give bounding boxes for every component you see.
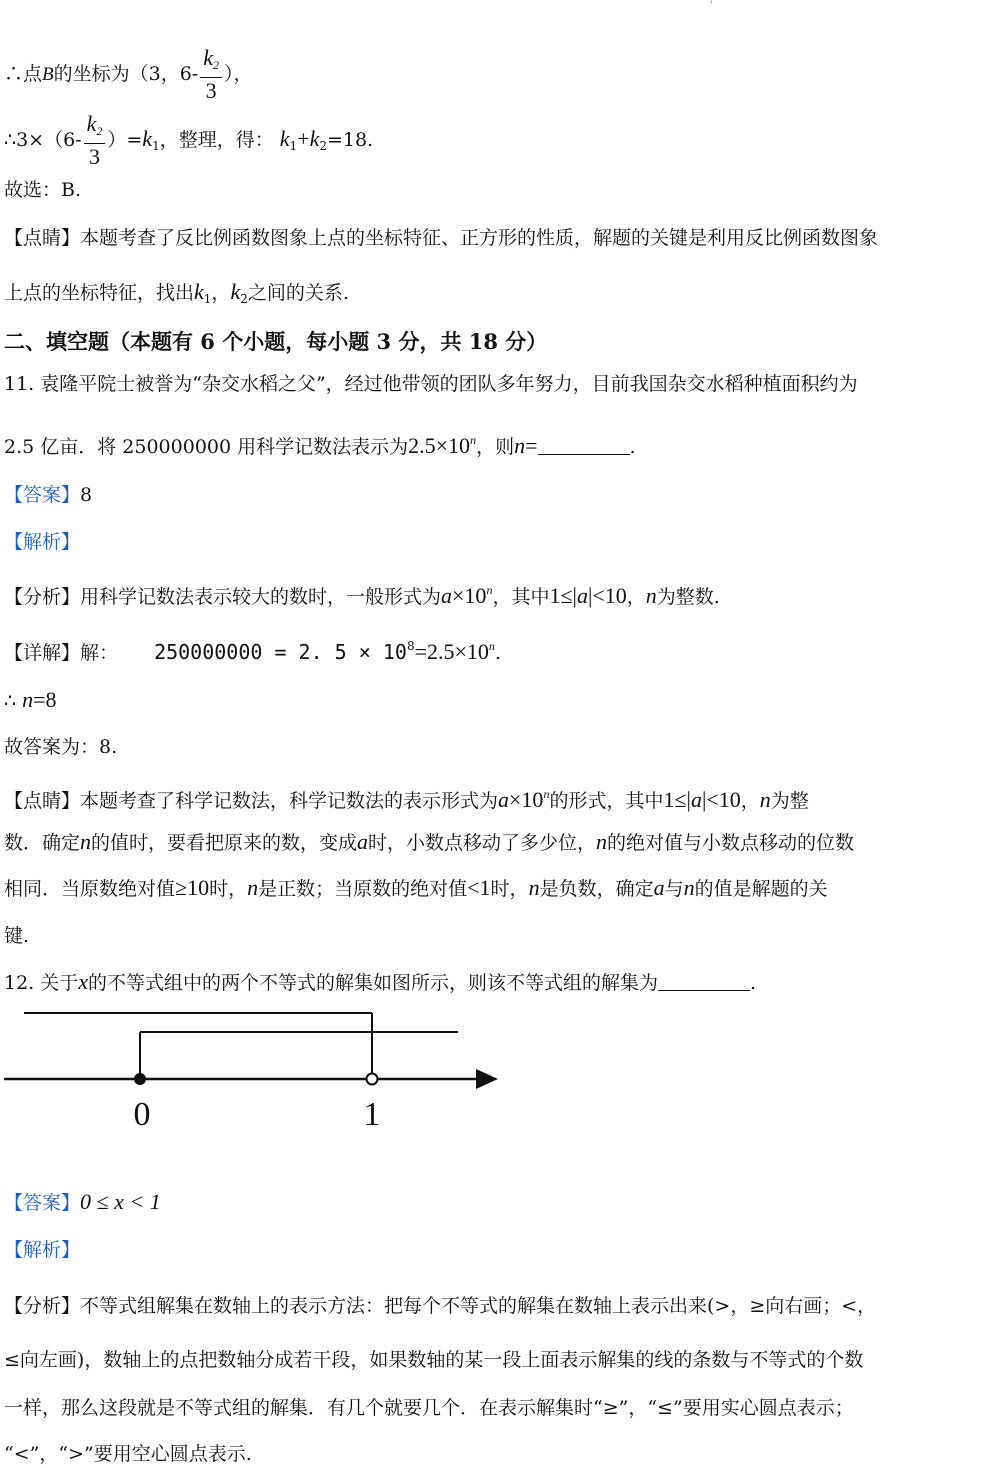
q12-line-1: 12. 关于x的不等式组中的两个不等式的解集如图所示，则该不等式组的解集为 . (4, 969, 757, 994)
fraction-k2-over-3: $\frac{k_2}{3}$ (200, 46, 222, 104)
choice-line: 故选：B. (4, 179, 82, 201)
q11-final: 故答案为：8. (4, 736, 118, 758)
q12-fx-line-2: ≤向左画)，数轴上的点把数轴分成若干段，如果数轴的某一段上面表示解集的线的条数与不等式的个数 (4, 1349, 864, 1371)
hollow-dot-1 (367, 1074, 378, 1085)
q12-fx-line-1: 【分析】不等式组解集在数轴上的表示方法：把每个不等式的解集在数轴上表示出来(>，≥向右画；<， (4, 1295, 877, 1317)
equation-line: ∴3×（6- $\frac{k_2}{3}$ ）$=k_1$，整理，得： $k_1+k_2=18$. (4, 111, 374, 169)
q11-fenxi: 【分析】用科学记数法表示较大的数时，一般形式为$a\times 10^n$，其中1≤|a|<10，n为整数. (4, 583, 720, 608)
q11-dj-line-4: 键. (4, 925, 30, 947)
comment-line-2: 上点的坐标特征，找出$k_1$，$k_2$之间的关系. (4, 279, 349, 306)
q12-fx-line-3: 一样，那么这段就是不等式组的解集．有几个就要几个．在表示解集时“≥”，“≤”要用实心圆点表示； (4, 1397, 854, 1419)
q11-answer: 【答案】8 (4, 484, 93, 506)
fraction-k2-over-3-b: $\frac{k_2}{3}$ (84, 112, 106, 170)
top-mark: ' (710, 0, 713, 11)
q11-dj-line-1: 【点睛】本题考查了科学记数法，科学记数法的表示形式为$a\times 10^n$的形式，其中1≤|a|<10，n为整 (4, 787, 809, 812)
axis-label-1: 1 (363, 1096, 381, 1133)
solid-dot-0 (134, 1073, 146, 1085)
answer-blank (538, 438, 630, 455)
axis-label-0: 0 (133, 1096, 151, 1133)
q11-analysis-label: 【解析】 (4, 531, 81, 553)
q12-analysis-label: 【解析】 (4, 1239, 81, 1261)
q12-fx-line-4: “<”，“>”要用空心圆点表示. (4, 1443, 252, 1465)
q11-line-1: 11. 袁隆平院士被誉为“杂交水稻之父”，经过他带领的团队多年努力，目前我国杂交水稻种植面积约为 (4, 373, 858, 395)
q11-dj-line-2: 数．确定n的值时，要看把原来的数，变成a时，小数点移动了多少位，n的绝对值与小数点移动的位数 (4, 829, 855, 854)
q12-answer: 【答案】0 ≤ x < 1 (4, 1189, 161, 1214)
q11-therefore: ∴ n=8 (4, 687, 57, 712)
comment-line-1: 【点睛】本题考查了反比例函数图象上点的坐标特征、正方形的性质，解题的关键是利用反比例函数图象 (4, 227, 879, 249)
axis-arrow (476, 1069, 498, 1089)
q11-detail: 【详解】解： 250000000 = 2. $5 \times 10^8=2.5\times 10^n$. (4, 639, 501, 664)
q11-line-2: 2.5 亿亩．将 250000000 用科学记数法表示为$2.5\times 10^n$，则n= . (4, 433, 636, 458)
section-title: 二、填空题（本题有 6 个小题，每小题 3 分，共 18 分） (4, 329, 548, 354)
pointB-line: ∴点B的坐标为（3，6- $\frac{k_2}{3}$ ）， (4, 45, 253, 103)
answer-blank-12 (658, 974, 750, 991)
number-line-figure (0, 1005, 510, 1145)
q11-dj-line-3: 相同．当原数绝对值≥10时，n是正数；当原数的绝对值<1时，n是负数，确定a与n的值是解题的关 (4, 875, 828, 900)
